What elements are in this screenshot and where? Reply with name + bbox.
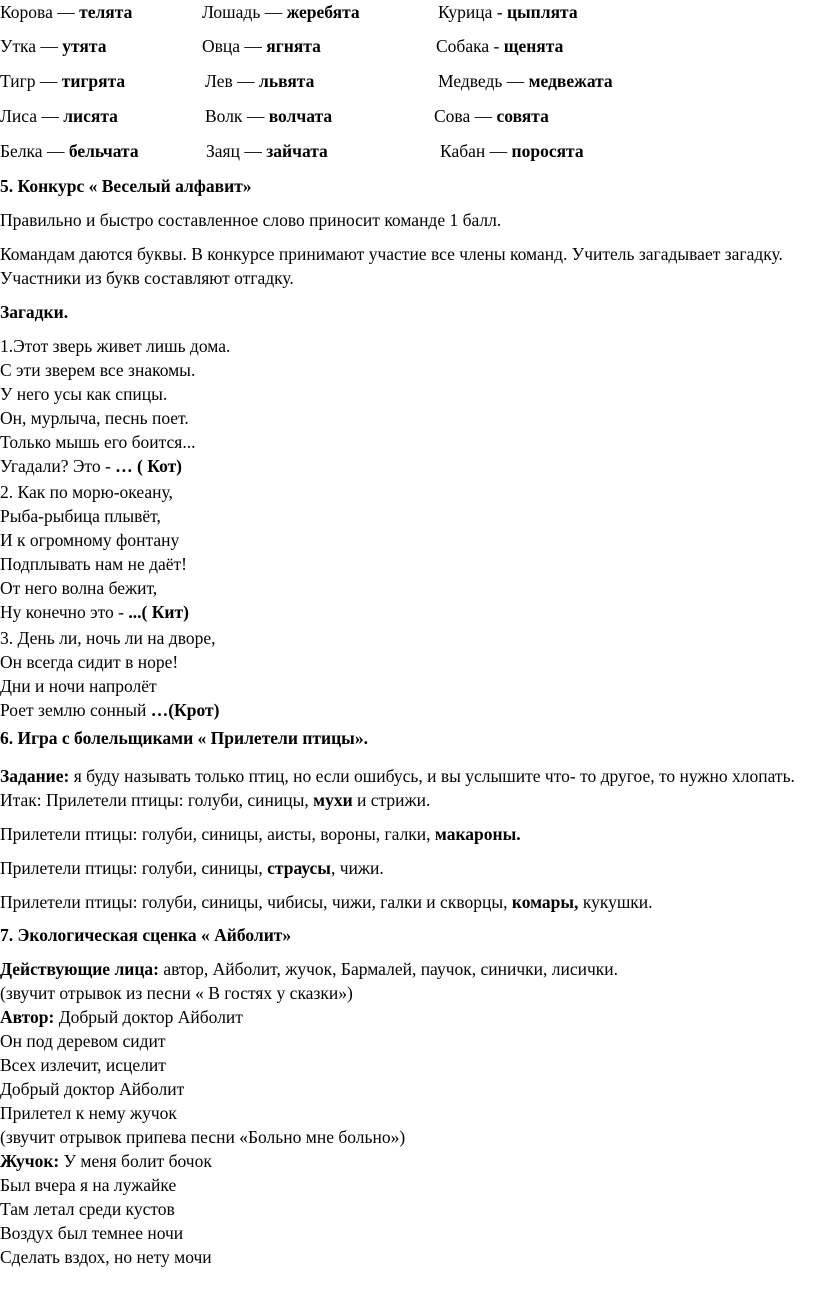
riddle-1	[0, 334, 812, 478]
verse-line: Сделать вздох, но нету мочи	[0, 1247, 212, 1267]
riddle-line: Он, мурлыча, песнь поет.	[0, 408, 189, 428]
verse-line: Добрый доктор Айболит	[0, 1079, 185, 1099]
riddle-line: Рыба-рыбица плывёт,	[0, 506, 161, 526]
contest-5-section	[0, 174, 812, 334]
scene-7-section	[0, 923, 812, 1269]
paragraph: Прилетели птицы: голуби, синицы, аисты, вороны, галки, макароны.	[0, 824, 521, 844]
riddle-line: Он всегда сидит в норе!	[0, 652, 179, 672]
riddle-line: У него усы как спицы.	[0, 384, 168, 404]
animal-pair: Медведь — медвежата	[438, 71, 613, 91]
riddle-answer-line: Угадали? Это - … ( Кот)	[0, 456, 183, 476]
speaker-line: Жучок: У меня болит бочок	[0, 1151, 212, 1171]
animal-pair: Лев — львята	[205, 71, 315, 91]
section-heading: 5. Конкурс « Веселый алфавит»	[0, 176, 252, 196]
verse-line: Там летал среди кустов	[0, 1199, 175, 1219]
verse-line: Всех излечит, исцелит	[0, 1055, 166, 1075]
animal-pair: Лошадь — жеребята	[202, 2, 360, 22]
riddle-line: От него волна бежит,	[0, 578, 158, 598]
animal-pair: Овца — ягнята	[202, 36, 321, 56]
animal-pair: Заяц — зайчата	[206, 141, 328, 161]
cast-line: Действующие лица: автор, Айболит, жучок, Бармалей, паучок, синички, лисички.	[0, 959, 619, 979]
riddle-line: С эти зверем все знакомы.	[0, 360, 196, 380]
section-heading: 6. Игра с болельщиками « Прилетели птицы».	[0, 728, 368, 748]
animal-pair: Волк — волчата	[205, 106, 333, 126]
stage-direction: (звучит отрывок припева песни «Больно мне больно»)	[0, 1127, 406, 1147]
animal-pair: Курица - цыплята	[438, 2, 578, 22]
riddle-3	[0, 626, 812, 722]
paragraph: Правильно и быстро составленное слово приносит команде 1 балл.	[0, 210, 502, 230]
riddles-heading: Загадки.	[0, 302, 69, 322]
section-heading: 7. Экологическая сценка « Айболит»	[0, 925, 292, 945]
riddle-2	[0, 480, 812, 624]
game-6-section	[0, 726, 812, 924]
animal-pair: Сова — совята	[434, 106, 549, 126]
riddle-answer-line: Ну конечно это - ...( Кит)	[0, 602, 189, 622]
speaker-line: Автор: Добрый доктор Айболит	[0, 1007, 243, 1027]
riddle-line: 2. Как по морю-океану,	[0, 482, 173, 502]
paragraph: Прилетели птицы: голуби, синицы, чибисы, чижи, галки и скворцы, комары, кукушки.	[0, 892, 653, 912]
animal-pair: Белка — бельчата	[0, 141, 139, 161]
paragraph: Командам даются буквы. В конкурсе принимают участие все члены команд. Учитель загадывает загадку. Участники из букв составляют отгадку.	[0, 244, 783, 288]
riddle-line: Только мышь его боится...	[0, 432, 196, 452]
verse-line: Он под деревом сидит	[0, 1031, 166, 1051]
riddle-line: Подплывать нам не даёт!	[0, 554, 187, 574]
animal-pair: Лиса — лисята	[0, 106, 118, 126]
riddle-line: 1.Этот зверь живет лишь дома.	[0, 336, 231, 356]
paragraph: Прилетели птицы: голуби, синицы, страусы, чижи.	[0, 858, 384, 878]
riddle-line: 3. День ли, ночь ли на дворе,	[0, 628, 216, 648]
riddle-line: И к огромному фонтану	[0, 530, 180, 550]
stage-direction: (звучит отрывок из песни « В гостях у сказки»)	[0, 983, 353, 1003]
animal-pair: Утка — утята	[0, 36, 107, 56]
riddle-line: Дни и ночи напролёт	[0, 676, 157, 696]
verse-line: Был вчера я на лужайке	[0, 1175, 177, 1195]
verse-line: Воздух был темнее ночи	[0, 1223, 184, 1243]
verse-line: Прилетел к нему жучок	[0, 1103, 177, 1123]
animal-pair: Собака - щенята	[436, 36, 564, 56]
task-paragraph: Задание: я буду называть только птиц, но если ошибусь, и вы услышите что- то другое, то нужно хлопать. Итак: Прилетели птицы: голуби, синицы, мухи и стрижи.	[0, 766, 795, 810]
riddle-answer-line: Роет землю сонный …(Крот)	[0, 700, 220, 720]
animal-pair: Тигр — тигрята	[0, 71, 126, 91]
animal-pair: Кабан — поросята	[440, 141, 584, 161]
animal-pair: Корова — телята	[0, 2, 133, 22]
animal-pairs-table	[0, 0, 816, 175]
